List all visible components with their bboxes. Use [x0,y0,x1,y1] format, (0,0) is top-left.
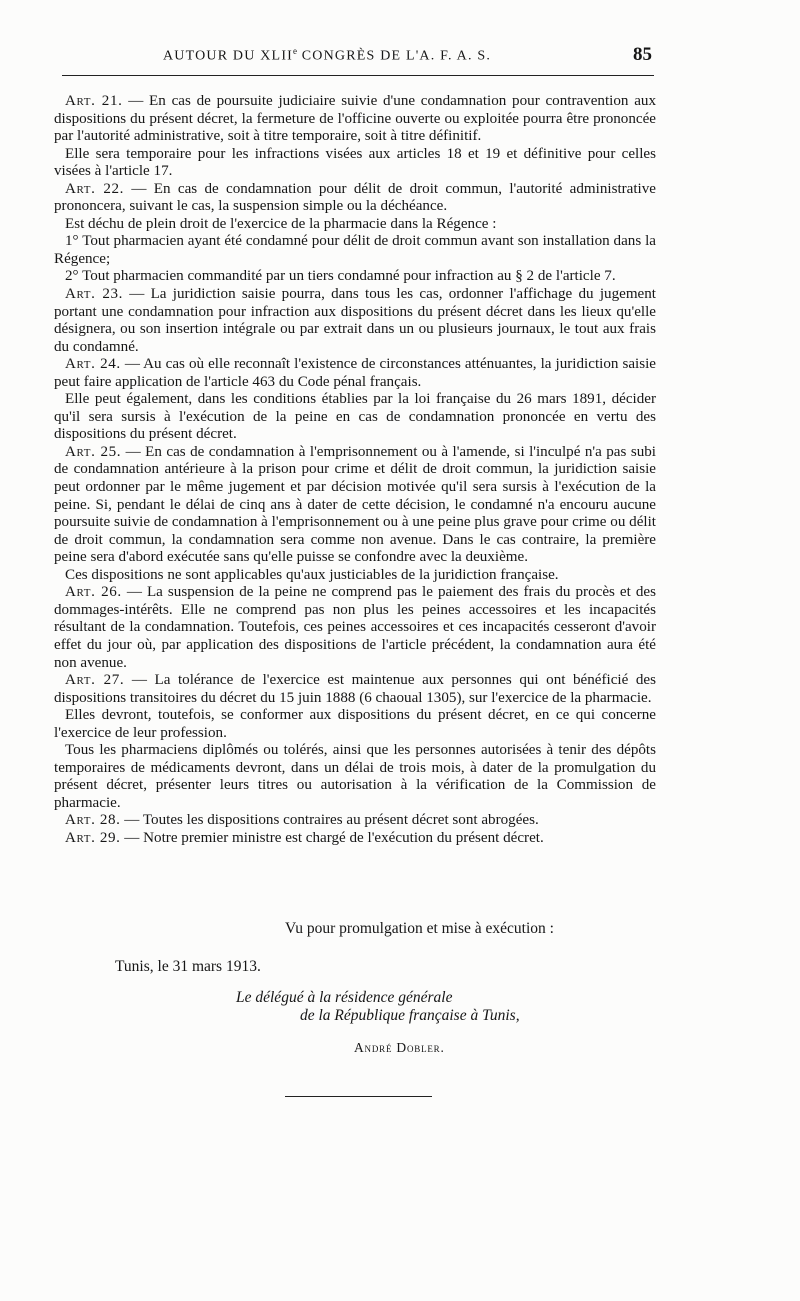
decree-paragraph [54,181,656,216]
end-rule [285,1096,432,1097]
paragraph-text: — En cas de poursuite judiciaire suivie d'une condamnation pour contravention aux dispositions du présent décret, la fermeture de l'officine ouverte ou exploitée pourra être prononcée par l'autorité administrative, soit à titre temporaire, soit à titre définitif. [54,93,656,145]
paragraph-text: — En cas de condamnation pour délit de droit commun, l'autorité administrative prononcera, suivant le cas, la suspension simple ou la déchéance. [54,180,656,215]
paragraph-text: Elle peut également, dans les conditions établies par la loi française du 26 mars 1891, décider qu'il sera sursis à l'exécution de la peine en cas de condamnation prononcée en vertu des dispositions du présent décret. [54,391,656,443]
decree-paragraph [54,707,656,742]
paragraph-text: — Notre premier ministre est chargé de l'exécution du présent décret. [120,829,544,846]
article-number: Art. 21. [65,93,123,109]
page-number: 85 [633,44,652,65]
decree-paragraph [54,93,656,146]
decree-paragraph [54,742,656,812]
decree-paragraph [54,584,656,672]
paragraph-text: 2° Tout pharmacien commandité par un tiers condamné pour infraction au § 2 de l'article 7. [65,268,616,285]
page-header [62,44,652,68]
article-number: Art. 27. [65,672,125,689]
article-number: Art. 29. [65,829,121,846]
paragraph-text: Elle sera temporaire pour les infractions visées aux articles 18 et 19 et définitive pour celles visées à l'article 17. [54,145,656,180]
article-number: Art. 23. [65,286,123,303]
decree-paragraph [54,286,656,356]
article-number: Art. 28. [65,812,121,829]
article-number: Art. 26. [65,584,122,601]
promulgation-line: Vu pour promulgation et mise à exécution : [285,920,554,937]
paragraph-text: — Au cas où elle reconnaît l'existence de circonstances atténuantes, la juridiction saisie peut faire application de l'article 463 du Code pénal français. [54,356,657,390]
place-date: Tunis, le 31 mars 1913. [115,958,261,975]
paragraph-text: Est déchu de plein droit de l'exercice de la pharmacie dans la Régence : [65,215,497,232]
signatory-name: André Dobler. [354,1040,445,1055]
decree-paragraph [54,216,656,234]
decree-paragraph [54,391,656,444]
decree-paragraph [54,356,656,391]
signature-title-line2: de la République française à Tunis, [300,1007,520,1024]
decree-paragraph [54,567,656,585]
signature-title-line1: Le délégué à la résidence générale [236,989,453,1006]
paragraph-text: 1° Tout pharmacien ayant été condamné pour délit de droit commun avant son installation dans la Régence; [54,233,656,267]
paragraph-text: — La tolérance de l'exercice est maintenue aux personnes qui ont bénéficié des dispositions transitoires du décret du 15 juin 1888 (6 chaoual 1305), sur l'exercice de la pharmacie. [54,672,656,706]
decree-body [54,93,656,848]
paragraph-text: — La juridiction saisie pourra, dans tous les cas, ordonner l'affichage du jugement portant une condamnation pour infraction aux dispositions du présent décret dans les lieux qu'elle désignera, ou son insertion intégrale ou par extrait dans un ou plusieurs journaux, le tout aux frais du condamné. [54,286,656,355]
article-number: Art. 22. [65,180,125,197]
paragraph-text: — Toutes les dispositions contraires au présent décret sont abrogées. [120,812,539,829]
paragraph-text: Elles devront, toutefois, se conformer aux dispositions du présent décret, en ce qui concerne l'exercice de leur profession. [54,707,656,741]
paragraph-text: — En cas de condamnation à l'emprisonnement ou à l'amende, si l'inculpé n'a pas subi de condamnation antérieure à la prison pour crime et délit de droit commun, la juridiction saisie peut ordonner par le même jugement et par décision motivée qu'il sera sursis à l'exécution de la peine. Si, pendant le délai de cinq ans à dater de cette décision, le condamné n'a encouru aucune poursuite suivie de condamnation à l'emprisonnement ou à une peine plus grave pour crime ou délit de droit commun, la condamnation sera comme non avenue. Dans le cas contraire, la première peine sera d'abord exécutée sans qu'elle puisse se confondre avec la deuxième. [54,443,656,566]
paragraph-text: Ces dispositions ne sont applicables qu'aux justiciables de la juridiction française. [65,566,559,583]
decree-paragraph [54,444,656,567]
article-number: Art. 24. [65,356,121,373]
article-number: Art. 25. [65,443,122,460]
paragraph-text: — La suspension de la peine ne comprend pas le paiement des frais du procès et des dommages-intérêts. Elle ne comprend pas non plus les peines accessoires et les incapacités résultant de la condamnation. Toutefois, ces peines accessoires et ces incapacités cesseront d'avoir effet du jour où, par application des dispositions de l'article précédent, la condamnation aura été non avenue. [54,584,656,671]
decree-paragraph [54,146,656,181]
paragraph-text: Tous les pharmaciens diplômés ou tolérés, ainsi que les personnes autorisées à tenir des dépôts temporaires de médicaments devront, dans un délai de trois mois, à dater de la promulgation du présent décret, présenter leurs titres ou autorisation à la vérification de la Commission de pharmacie. [54,742,656,811]
running-title: AUTOUR DU XLIIe CONGRÈS DE L'A. F. A. S. [162,46,492,64]
decree-paragraph [54,233,656,268]
decree-paragraph [54,268,656,286]
decree-paragraph [54,830,656,848]
decree-paragraph [54,672,656,707]
decree-paragraph [54,812,656,830]
header-rule [62,75,654,76]
